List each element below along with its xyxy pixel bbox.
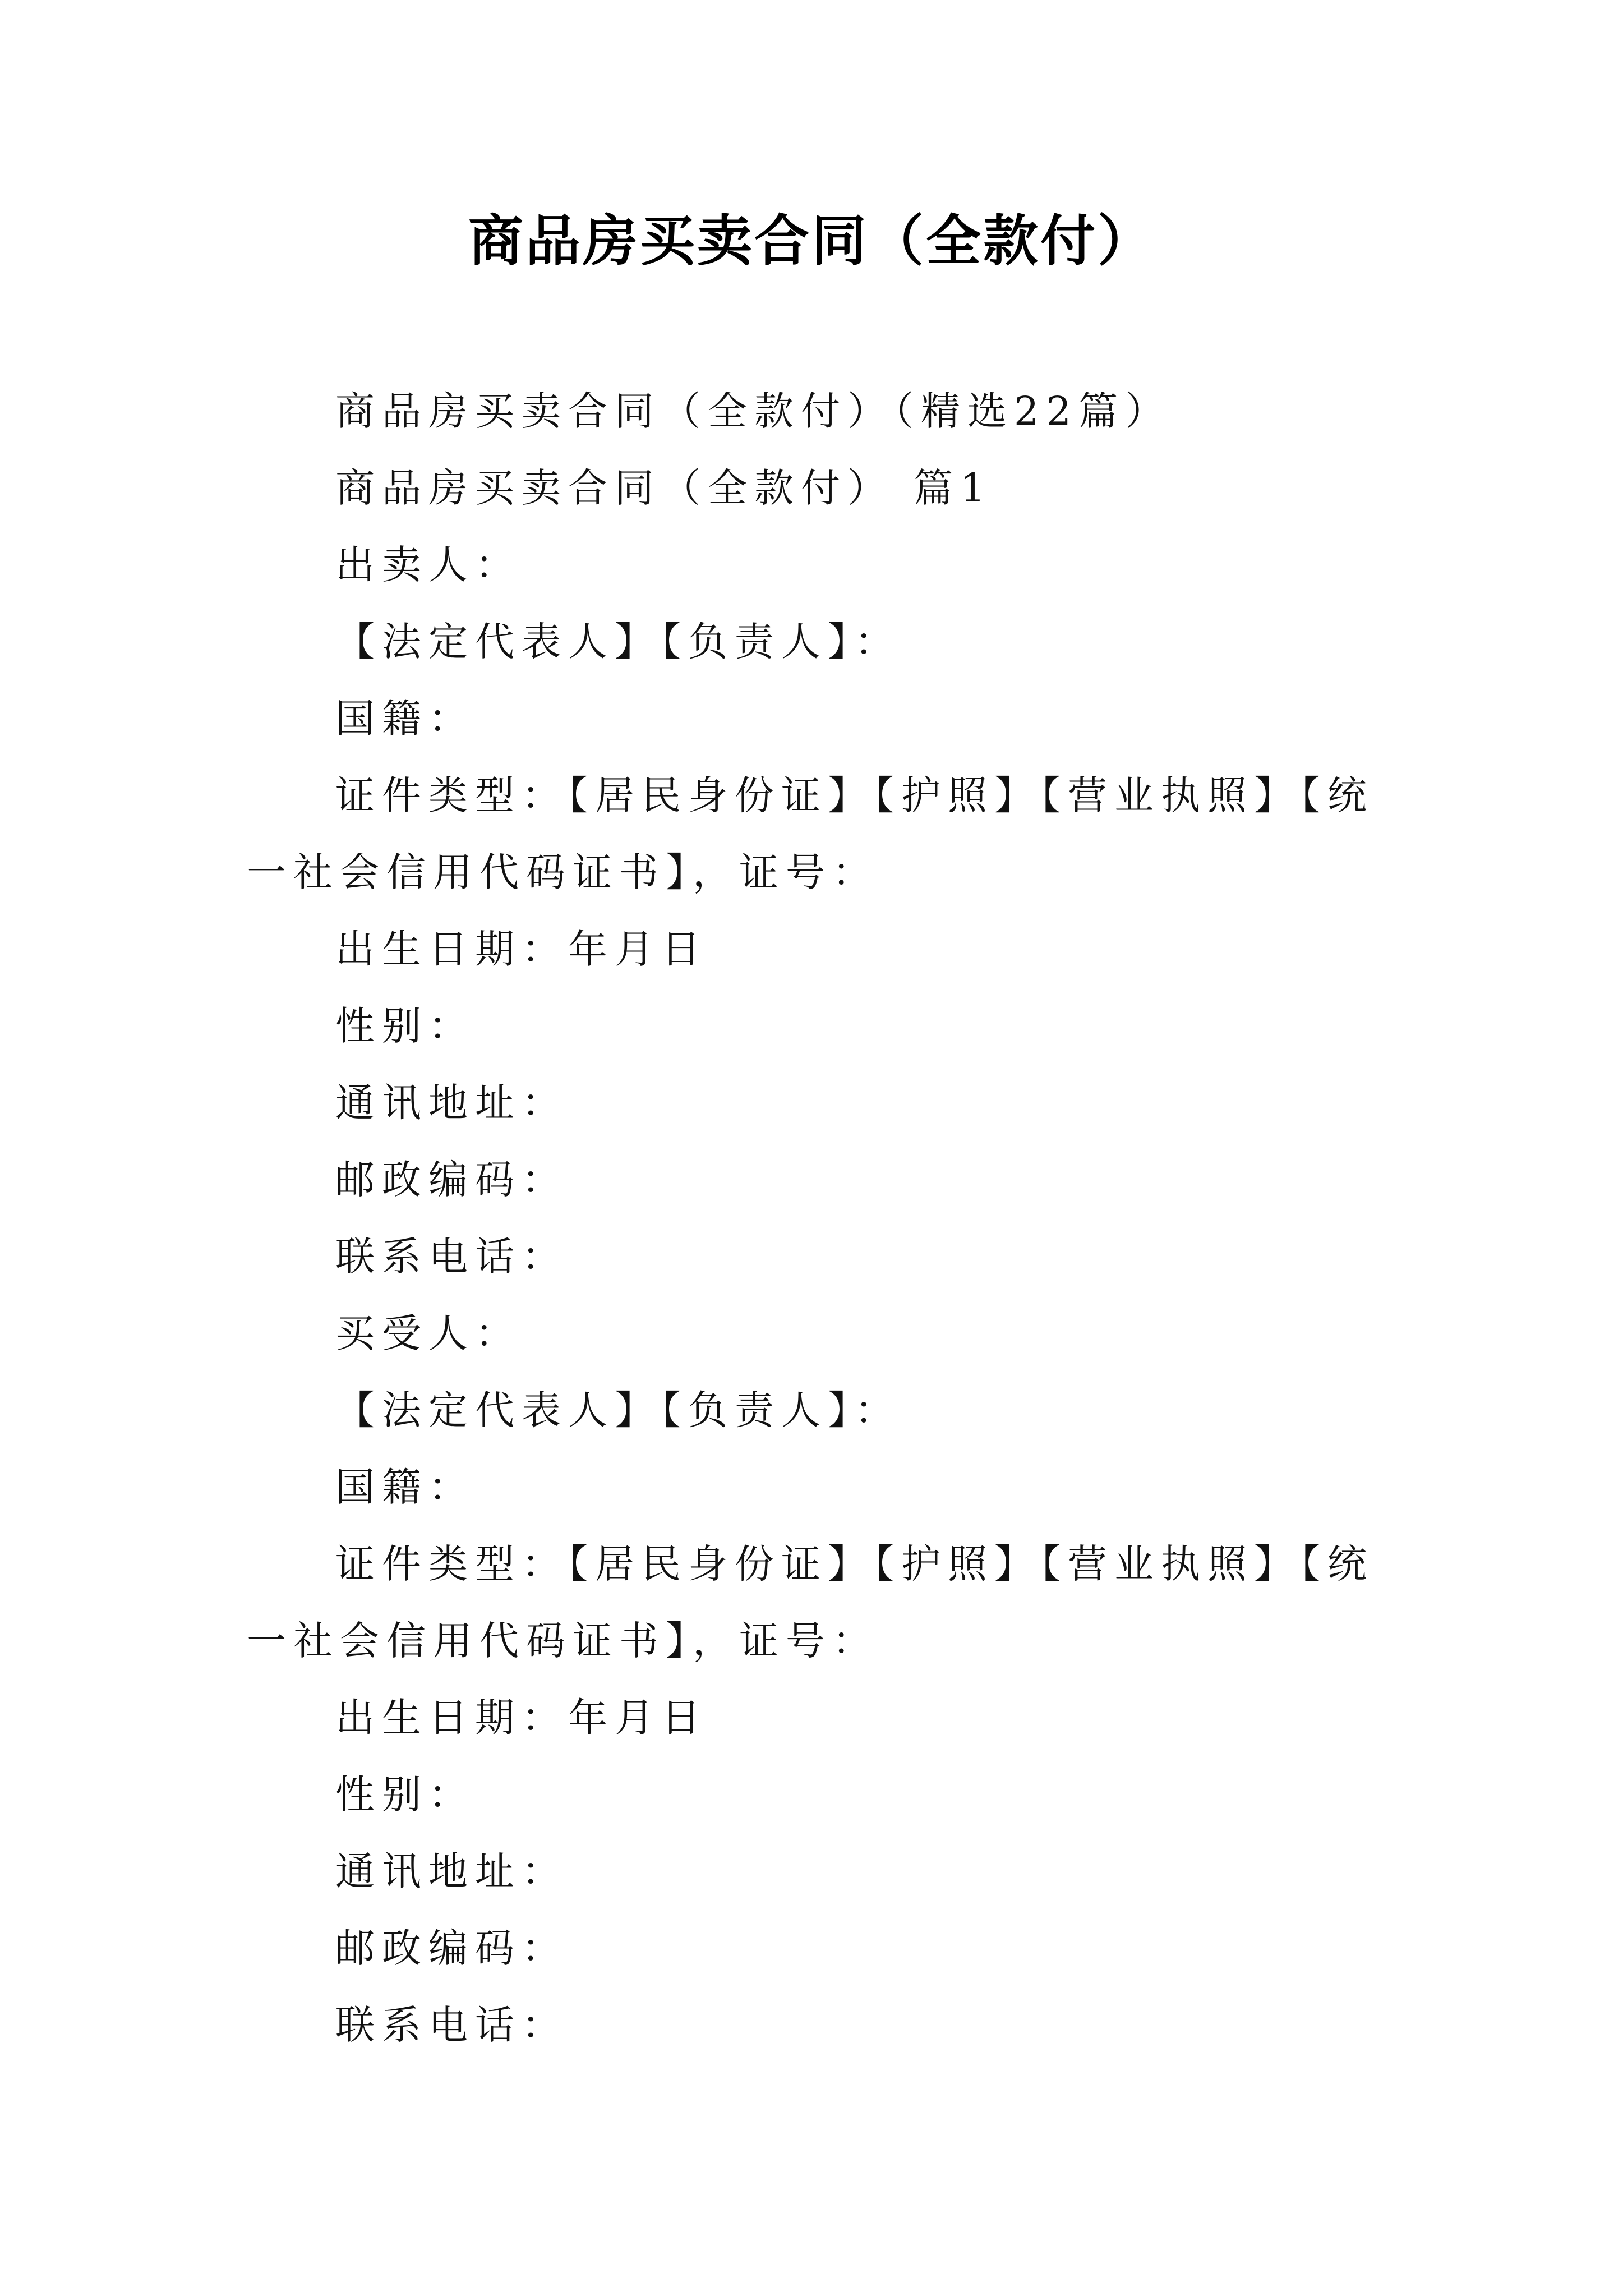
buyer-representative: 【法定代表人】【负责人】： (335, 1387, 901, 1433)
seller-label: 出卖人： (335, 542, 522, 588)
seller-phone: 联系电话： (335, 1234, 568, 1280)
buyer-id-type: 证件类型：【居民身份证】【护照】【营业执照】【统一社会信用代码证书】，证号： (247, 1541, 1374, 1664)
buyer-label: 买受人： (335, 1310, 522, 1356)
seller-nationality: 国籍： (335, 696, 475, 742)
subtitle-collection: 商品房买卖合同（全款付）（精选22篇） (335, 388, 1172, 434)
seller-representative: 【法定代表人】【负责人】： (335, 619, 901, 665)
buyer-nationality: 国籍： (335, 1464, 475, 1510)
seller-id-type: 证件类型：【居民身份证】【护照】【营业执照】【统一社会信用代码证书】，证号： (247, 772, 1374, 895)
document-title: 商品房买卖合同（全款付） (468, 209, 1155, 273)
buyer-phone: 联系电话： (335, 2002, 568, 2048)
section-heading: 商品房买卖合同（全款付） 篇1 (335, 465, 993, 511)
buyer-gender: 性别： (335, 1772, 475, 1818)
document-body (247, 373, 1380, 2064)
seller-birth-date: 出生日期：年月日 (335, 926, 708, 972)
buyer-address: 通讯地址： (335, 1848, 568, 1894)
seller-address: 通讯地址： (335, 1080, 568, 1126)
buyer-birth-date: 出生日期：年月日 (335, 1695, 708, 1741)
seller-postcode: 邮政编码： (335, 1157, 568, 1203)
buyer-postcode: 邮政编码： (335, 1925, 568, 1971)
seller-gender: 性别： (335, 1003, 475, 1049)
